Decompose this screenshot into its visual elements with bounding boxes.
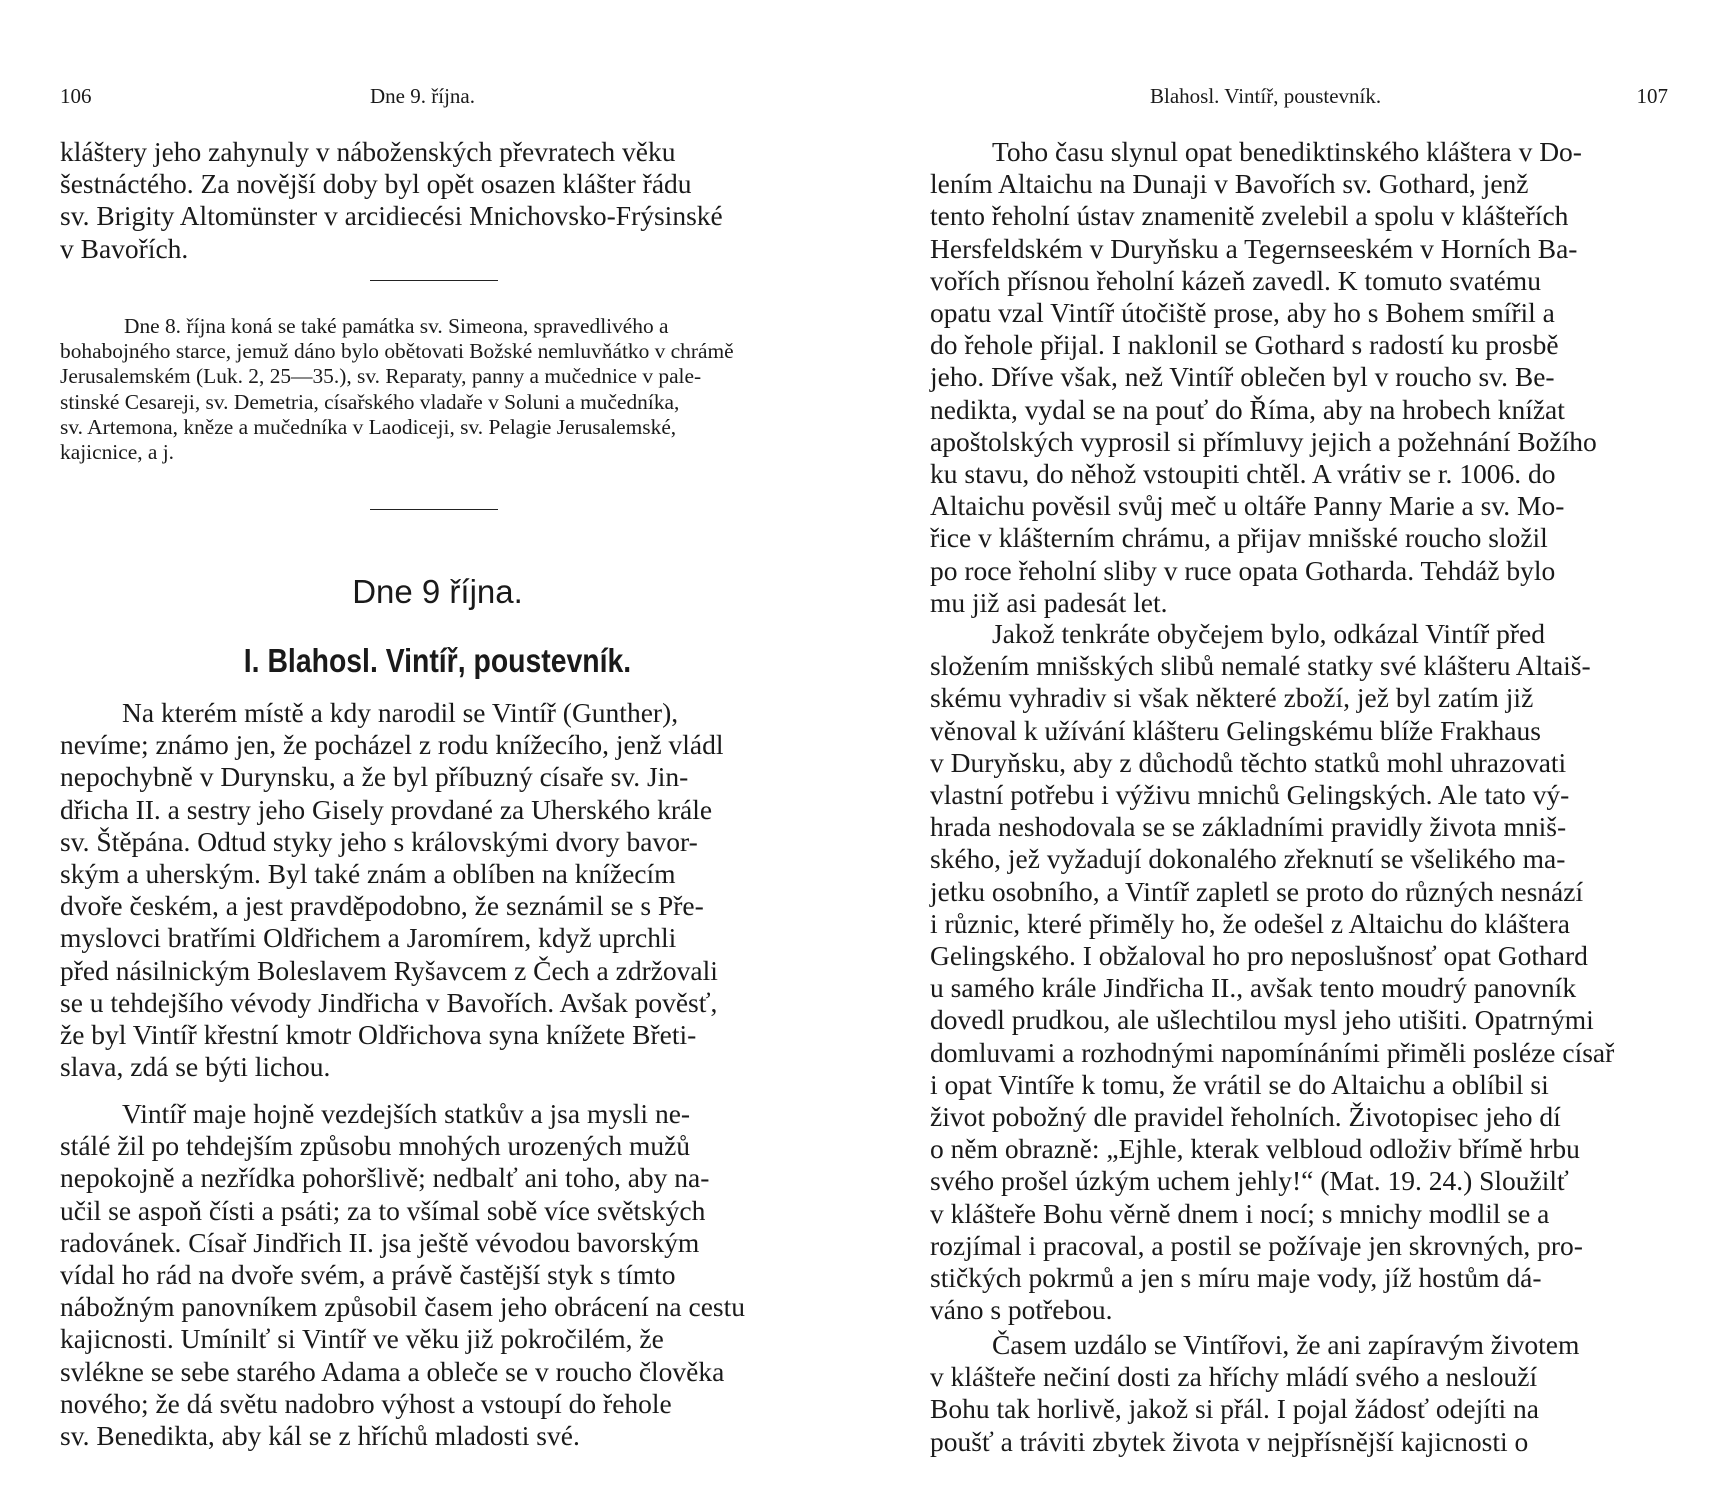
continuation-paragraph: kláštery jeho zahynuly v náboženských převratech věku šestnáctého. Za novější doby byl opět osazen klášter řádu sv. Brigity Altomünster v arcidiecési Mnichovsko-Frýsinské v Bavořích. [60, 136, 723, 264]
left-running-head: Dne 9. října. [370, 84, 475, 108]
saint-title: I. Blahosl. Vintíř, poustevník. [243, 642, 632, 679]
commemoration-note: Dne 8. října koná se také památka sv. Simeona, spravedlivého a bohabojného starce, jemuž dáno bylo obětovati Božské nemluvňátko v chrámě Jerusalemském (Luk. 2, 25—35.), sv. Reparaty, panny a mučednice v pale- stinské Cesareji, sv. Demetria, císařského vladaře v Soluni a mučedníka, sv. Artemona, kněze a mučedníka v Laodiceji, sv. Pelagie Jerusalemské, kajicnice, a j. [60, 314, 734, 465]
day-title: Dne 9 října. [352, 573, 523, 610]
left-running-header [60, 84, 815, 114]
left-paragraph-1: Na kterém místě a kdy narodil se Vintíř (Gunther), nevíme; známo jen, že pocházel z rodu knížecího, jenž vládl nepochybně v Durynsku, a že byl příbuzný císaře sv. Jin- dřicha II. a sestry jeho Gisely provdané za Uherského krále sv. Štěpána. Odtud styky jeho s královskými dvory bavor- ským a uherským. Byl také znám a oblíben na knížecím dvoře českém, a jest pravděpodobno, že seznámil se s Pře- myslovci bratřími Oldřichem a Jaromírem, když uprchli před násilnickým Boleslavem Ryšavcem z Čech a zdržovali se u tehdejšího vévody Jindřicha v Bavořích. Avšak pověsť, že byl Vintíř křestní kmotr Oldřichova syna knížete Břeti- slava, zdá se býti lichou. [60, 697, 724, 1083]
right-running-header [930, 84, 1668, 114]
right-page-number: 107 [1636, 84, 1668, 108]
right-paragraph-1: Toho času slynul opat benediktinského kláštera v Do- lením Altaichu na Dunaji v Bavořích sv. Gothard, jenž tento řeholní ústav znamenitě zvelebil a spolu v klášteřích Hersfeldském v Duryňsku a Tegernseeském v Horních Ba- vořích přísnou řeholní kázeň zavedl. K tomuto svatému opatu vzal Vintíř útočiště prose, aby ho s Bohem smířil a do řehole přijal. I naklonil se Gothard s radostí ku prosbě jeho. Dříve však, než Vintíř oblečen byl v roucho sv. Be- nedikta, vydal se na pouť do Říma, aby na hrobech knížat apoštolských vyprosil si přímluvy jejich a požehnání Božího ku stavu, do něhož vstoupiti chtěl. A vrátiv se r. 1006. do Altaichu pověsil svůj meč u oltáře Panny Marie a sv. Mo- řice v klášterním chrámu, a přijav mnišské roucho složil po roce řeholní sliby v ruce opata Gotharda. Tehdáž bylo mu již asi padesát let. [930, 136, 1597, 618]
right-page [930, 0, 1668, 1500]
section-divider-1 [370, 280, 498, 281]
left-page [60, 0, 815, 1500]
right-paragraph-2: Jakož tenkráte obyčejem bylo, odkázal Vintíř před složením mnišských slibů nemalé statky své klášteru Altaiš- skému vyhradiv si však některé zboží, jež byl zatím již věnoval k užívání klášteru Gelingskému blíže Frakhaus v Duryňsku, aby z důchodů těchto statků mohl uhrazovati vlastní potřebu i výživu mnichů Gelingských. Ale tato vý- hrada neshodovala se se základními pravidly života mniš- ského, jež vyžadují dokonalého zřeknutí se všelikého ma- jetku osobního, a Vintíř zapletl se proto do různých nesnází i různic, které přiměly ho, že odešel z Altaichu do kláštera Gelingského. I obžaloval ho pro neposlušnosť opat Gothard u samého krále Jindřicha II., avšak tento moudrý panovník dovedl prudkou, ale ušlechtilou mysl jeho utišiti. Opatrnými domluvami a rozhodnými napomínáními přiměli posléze císař i opat Vintíře k tomu, že vrátil se do Altaichu a oblíbil si život pobožný dle pravidel řeholních. Životopisec jeho dí o něm obrazně: „Ejhle, kterak velbloud odloživ břímě hrbu svého prošel úzkým uchem jehly!“ (Mat. 19. 24.) Sloužilť v klášteře Bohu věrně dnem i nocí; s mnichy modlil se a rozjímal i pracoval, a postil se požívaje jen skrovných, pro- stičkých pokrmů a jen s míru maje vody, jíž hostům dá- váno s potřebou. [930, 618, 1615, 1326]
left-paragraph-2: Vintíř maje hojně vezdejších statkův a jsa mysli ne- stálé žil po tehdejším způsobu mnohých urozených mužů nepokojně a nezřídka pohoršlivě; nedbalť ani toho, aby na- učil se aspoň čísti a psáti; za to všímal sobě více světských radovánek. Císař Jindřich II. jsa ještě vévodou bavorským vídal ho rád na dvoře svém, a právě častější styk s tímto nábožným panovníkem způsobil časem jeho obrácení na cestu kajicnosti. Umínilť si Vintíř ve věku již pokročilém, že svlékne se sebe starého Adama a obleče se v roucho člověka nového; že dá světu nadobro výhost a vstoupí do řehole sv. Benedikta, aby kál se z hříchů mladosti své. [60, 1098, 745, 1452]
right-paragraph-3: Časem uzdálo se Vintířovi, že ani zapíravým životem v klášteře nečiní dosti za hříchy mládí svého a neslouží Bohu tak horlivě, jakož si přál. I pojal žádosť odejíti na poušť a tráviti zbytek života v nejpřísnější kajicnosti o [930, 1329, 1580, 1457]
section-divider-2 [370, 509, 498, 510]
right-running-head: Blahosl. Vintíř, poustevník. [1150, 84, 1382, 108]
left-page-number: 106 [60, 84, 92, 108]
